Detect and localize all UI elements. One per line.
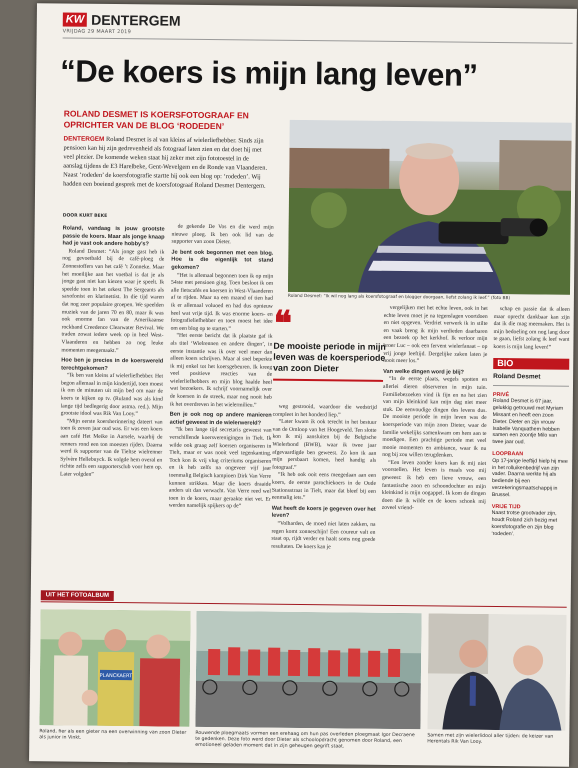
paragraph: “Volharden, de moed niet laten zakken, na regen komt zonneschijn! Een coureur valt en staat op, rijdt verder en haalt soms nog goede resultaten. De koers kan je [271, 520, 376, 550]
paragraph: vergelijken met het echte leven, ook in het echte leven moet je na tegenslagen voortdoen en niet opgeven. Verdriet verwerk ik in stilte en vaak breng ik mijn verdieden daarbaren een bezoek op het kerkhof. Ik verloor mijn broer Luc – ook een fervent wielerfanaat – op vrij jonge leeftijd. Dergelijke zaken laten je nooit meer los.” [383, 304, 488, 365]
paragraph: “Ik heb ook ooit eens meegedaan aan een koers, de eerste parochiekoers in de Oude Stationsstraat in Tielt, maar dat bleef bij een eenmalig iets.” [271, 472, 377, 502]
interview-question: Ben je ook nog op andere manieren actief geweest in de wielerwereld? [169, 411, 272, 427]
paragraph: “Ik ben van kleins af wielerliefhebber. Het begon allemaal in mijn kindertijd, toen moest ik om de minuten uit mijn bed om naar de koers te kijken op tv. (Ruland was als kind lange tijd bedlegerig door astma. red.). Mijn grootste idool was Rik Van Looy.” [60, 372, 164, 418]
bio-label-career: LOOPBAAN [492, 450, 524, 458]
album-caption-3: Samen met zijn wielerlidool aller tijden: de keizer van Herentals Rik Van Looy. [427, 733, 554, 745]
paragraph: “Een leven zonder koers kan ik mij niet voorstellen. Het leven is maals voo mij geweest: ik heb een lieve vrouw, een fantastische zoon en schoondochter en mijn kleinkind is mijn oogappel. Ik kom de dingen doen die ik wilde en de koers schonk mij zoveel vriend- [381, 459, 487, 512]
peloton-illustration [195, 611, 421, 729]
interview-question: Hoe ben je precies in de koerswereld terechtgekomen? [61, 357, 164, 372]
headline: “De koers is mijn lang leven” [60, 53, 478, 93]
album-caption-2: Rouwende ploegmaats vormen een erehaag om hun pas overleden ploegmaat Igor Decraene te gedenken. Deze foto werd door Dieter als schoolopdracht genomen door Roland, een emotioneel geladen moment dat in zijn geheugen gegrift staat. [195, 730, 415, 750]
interview-question: Roland, vandaag is jouw grootste passie de koers. Maar als jonge knaap had je vast ook andere hobby's? [62, 225, 165, 248]
bio-header: BIO [493, 358, 569, 370]
interview-question: Van welke dingen word je blij? [383, 368, 464, 376]
album-caption-1: Roland, fier als een gieter na een overwinning van zoon Dieter als junior in Vinkt. [39, 729, 187, 741]
article-column-5 [493, 306, 570, 357]
quote-mark-icon: ❝ [273, 305, 293, 343]
jersey-text: PLANCKAERT [99, 672, 133, 680]
subheadline: ROLAND DESMET IS KOERSFOTOGRAAF EN OPRICHTER VAN DE BLOG ‘RODEDEN’ [63, 108, 249, 131]
paragraph: “In de eerste plaats, wegels spotten en allerlei dieren observeren in mijn tuin. Familiebezoeken vind ik fijn en na het zien van mijn kleinkind kan mijn dag niet meer stuk. De eenvoudige dingen des levens dus. De mooiste periode in mijn leven was de koersperiode van mijn zoon Dieter, waar de familie wekelijks samenkwam om hem aan te moedigen. Een prachtige periode met veel mooie momenten en ambiance, waar ik nu nog bij zou willen terugdenken. [382, 376, 488, 459]
interview-question: Wat heeft de koers je gegeven over het leven? [271, 505, 376, 520]
bio-text-private: Roland Desmet is 67 jaar, gelukkig getrouwd met Myriam Missant en heeft een zoon Dieter. Dieter en zijn vrouw Isabelle Vanquathem hebben samen een zoontje Milo van twee jaar oud. [492, 398, 564, 446]
intro-paragraph [63, 134, 268, 190]
article-column-1 [59, 222, 165, 585]
paragraph: “Mijn eerste koersherinnering dateert van toen ik zeven jaar oud was. Er was een koers aan café Het Meike in Aarsele, waarbij de renners rond een ton moesten rijden. Daarna werd ik supporter van de Tieltse wielrenner Sylvère Hellebuyck. Ik volgde hem overal en richtte zelfs een supportersclub voor hem op. Later volgden” [60, 418, 163, 478]
album-photo-3 [427, 613, 566, 730]
portrait-photo [288, 120, 572, 295]
photo-album-bar [31, 590, 571, 608]
masthead-rule [63, 37, 573, 43]
bio-name: Roland Desmet [493, 374, 569, 387]
bio-text-freetime: Naast trotse grootvader zijn, houdt Roland zich bezig met koersfotografie en zijn blog ‘rodeden’. [491, 510, 558, 537]
album-photo-2 [195, 611, 421, 729]
cyclists-group-illustration [39, 609, 190, 727]
intro-text: Roland Desmet is al van kleins af wielerliefhebber. Sinds zijn pensioen kan hij zijn gedrevenheid als fotograaf laten zien en dat doet hij met veel plezier. De komende weken staat hij zeker met zijn fototoestel in de aanslag tijdens de E3 Harelbeke, Gent-Wevelgem en de Ronde van Vlaanderen. Naast ‘rodeden’ de koersfotografie startte hij ook een blog op: ‘rodeden’. Wij hadden een boeiend gesprek met de koersfotograaf Roland Desmet Dentergem. [63, 135, 268, 190]
article-column-3 [271, 404, 377, 588]
masthead-logo [63, 11, 181, 28]
album-photo-1 [39, 609, 190, 727]
kw-logo: KW [63, 12, 87, 26]
byline: DOOR KURT BEKE [62, 213, 108, 219]
paragraph: “Het eerste bericht dat ik plaatste gaf ik als titel ‘Wielrennen en andere dingen’, in eerste instantie was ik over veel meer dan alleen koers schrijven. Maar al snel beperkte ik mij enkel tot het koersgebeuren. Ik kreeg veel positieve reacties van de wielerliefhebbers en mijn blog haalde heel wat bezoekers. Ik schrijf voornamelijk over de koersen in de streek, maar nog nooit heb ik het overdreven in het wielermilieu.” [169, 332, 273, 409]
bio-box [491, 358, 569, 538]
masthead-name: DENTERGEM [91, 11, 181, 29]
article-column-2 [168, 224, 274, 587]
paragraph: schap en passie dat ik alleen maar oprecht dankbaar kan zijn dat ik die mag meemaken. Het is mijn bedoeling om nog lang door te gaan, liefst zolang ik leef want koers is mijn lang leven!” [493, 306, 570, 351]
paragraph: de gekende De Vos en die werd mijn nieuwe ploeg. Ik ben ook lid van de supporter van zoon Dieter. [171, 223, 274, 246]
newspaper-page [29, 3, 577, 767]
pull-quote-rule [273, 379, 383, 382]
bio-label-freetime: VRIJE TIJD [491, 503, 521, 510]
paragraph: “Ik ben lange tijd secretaris geweest van verschillende koersverenigingen in Tielt. Ik wilde ook graag zelf koersen organiseren in Tielt, maar er was nooit veel tegenkanting. Toch kon ik vrij vlug criteriums organiseren en ik heb zelfs na ongeveer vijf jaar toenmalig Belgisch kampioen Dirk Van Verre kunnen strikken. Maar die koers draaide anders uit dan verwacht. Van Verre reed wel toen in de koers, maar geraakte niet vet. Er werden namelijk spijkers op de” [168, 427, 272, 510]
bio-text-career: Op 17-jarige leeftijd hielp hij mee in het rolluikenbedrijf van zijn vader. Daarna werkte hij als bediende bij een verzekeringsmaatschappij in Brussel. [491, 457, 568, 498]
paragraph: Roland Desmet: “Als jonge gast heb ik nog gevoetbald bij de café-ploeg de Zonnestoffers van het café ’t Zonneke. Maar het moeilijke aan het voetbal is dat je als jonge gast niet kan kiezen waar je speelt. Ik speelde toen in het orkest The Sergeants als saxofonist en klarinettist. In die tijd waren dat nog zeer populaire groepen. We speelden muziek van de jaren 70 en 80, maar ik was ook enorme fan van de Amerikaanse rockband Creedence Clearwater Revival. We traden zowat iedere week op in heel West-Vlaanderen en hebben zo nog leuke momenten meegemaakt.” [61, 248, 165, 354]
article-column-4 [381, 305, 488, 589]
dateline: DENTERGEM [63, 135, 105, 143]
bio-label-private: PRIVÉ [492, 391, 510, 398]
paragraph: “Later kwam ik ook terecht in het bestuur van de Omloop van het Hoogeveld. Ten slotte kon ik mij aansluiten bij de Belgische Wielerbond (BWB), waar ik twee jaar afgevaardigde ben geweest. Zo kon ik aan mijn persbaart komen, heel handig als fotograaf.” [272, 418, 377, 471]
photographer-illustration [288, 120, 572, 295]
paragraph: “Het is allemaal begonnen toen ik op mijn 54ste met pensioen ging. Toen besloot ik om alle fietscafés en koersen in West-Vlaanderen af te rijden. Maar na een maand of tien had ik er allemaal voluoed en had dus opnieuw heel wat vrije tijd. Ik was enorme koers- en fotografieliefhebber en toen moest het idee om een blog op te starten.” [170, 272, 274, 332]
interview-question: Je bent ook begonnen met een blog. Hoe is die eigenlijk tot stand gekomen? [171, 249, 274, 271]
pull-quote-text: De mooiste periode in mijn leven was de koersperiode van zoon Dieter [273, 340, 386, 374]
photo-album-label: UIT HET FOTOALBUM [41, 590, 114, 601]
photo-caption: Roland Desmet: “Ik wil nog lang als koersfotograaf en blogger doorgaan, liefst zolang ik leef.” (foto BB) [287, 293, 511, 302]
paragraph: weg gestrooid, waardoor die wedstrijd compleet in het honderd liep.” [272, 403, 377, 418]
issue-date: VRIJDAG 29 MAART 2019 [62, 28, 132, 36]
album-rule [41, 601, 567, 608]
two-men-illustration [427, 613, 566, 730]
